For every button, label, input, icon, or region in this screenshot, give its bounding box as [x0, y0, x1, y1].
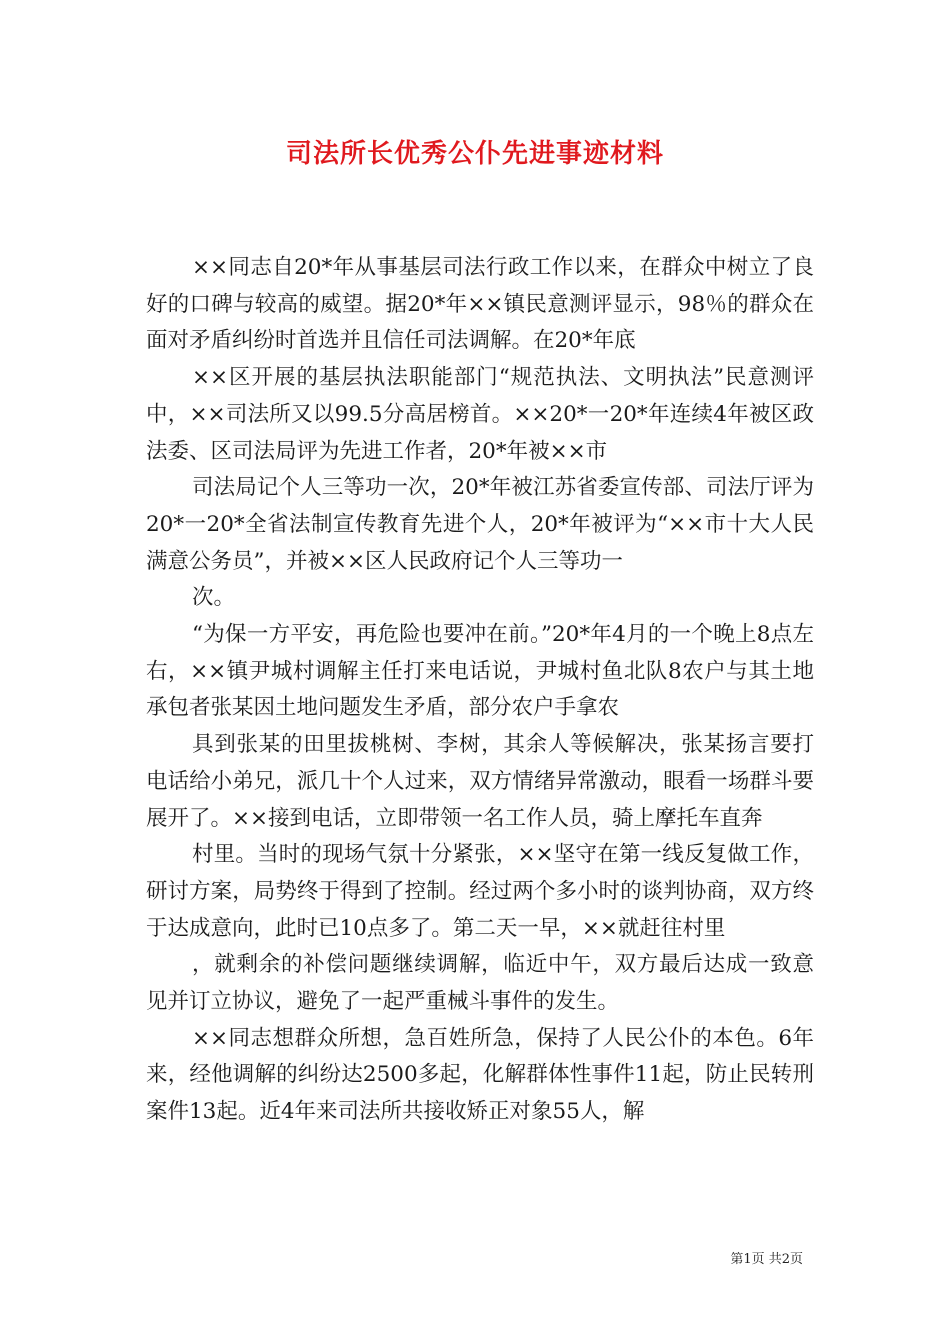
paragraph-6: 具到张某的田里拔桃树、李树，其余人等候解决，张某扬言要打电话给小弟兄，派几十个人过来，双方情绪异常激动，眼看一场群斗要展开了。××接到电话，立即带领一名工作人员，骑上摩托车直奔	[146, 732, 814, 831]
paragraph-3: 司法局记个人三等功一次，20*年被江苏省委宣传部、司法厅评为20*一20*全省法制宣传教育先进个人，20*年被评为“××市十大人民满意公务员”，并被××区人民政府记个人三等功一	[146, 475, 814, 574]
paragraph-2: ××区开展的基层执法职能部门“规范执法、文明执法”民意测评中，××司法所又以99.5分高居榜首。××20*一20*年连续4年被区政法委、区司法局评为先进工作者，20*年被××市	[146, 365, 814, 464]
paragraph-9: ××同志想群众所想，急百姓所急，保持了人民公仆的本色。6年来，经他调解的纠纷达2500多起，化解群体性事件11起，防止民转刑案件13起。近4年来司法所共接收矫正对象55人，解	[146, 1025, 814, 1125]
paragraph-7: 村里。当时的现场气氛十分紧张，××坚守在第一线反复做工作，研讨方案，局势终于得到了控制。经过两个多小时的谈判协商，双方终于达成意向，此时已10点多了。第二天一早，××就赶往村里	[146, 842, 814, 941]
paragraph-8: ，就剩余的补偿问题继续调解，临近中午，双方最后达成一致意见并订立协议，避免了一起严重械斗事件的发生。	[146, 952, 814, 1015]
page-title: 司法所长优秀公仆先进事迹材料	[285, 139, 664, 169]
paragraph-4: 次。	[192, 585, 236, 611]
document-body	[146, 250, 814, 1131]
paragraph-5: “为保一方平安，再危险也要冲在前。”20*年4月的一个晚上8点左右，××镇尹城村调解主任打来电话说，尹城村鱼北队8农户与其土地承包者张某因土地问题发生矛盾，部分农户手拿农	[146, 622, 814, 721]
page-number: 第1页 共2页	[730, 1252, 803, 1267]
paragraph-1: ××同志自20*年从事基层司法行政工作以来，在群众中树立了良好的口碑与较高的威望。据20*年××镇民意测评显示，98％的群众在面对矛盾纠纷时首选并且信任司法调解。在20*年底	[146, 255, 814, 354]
